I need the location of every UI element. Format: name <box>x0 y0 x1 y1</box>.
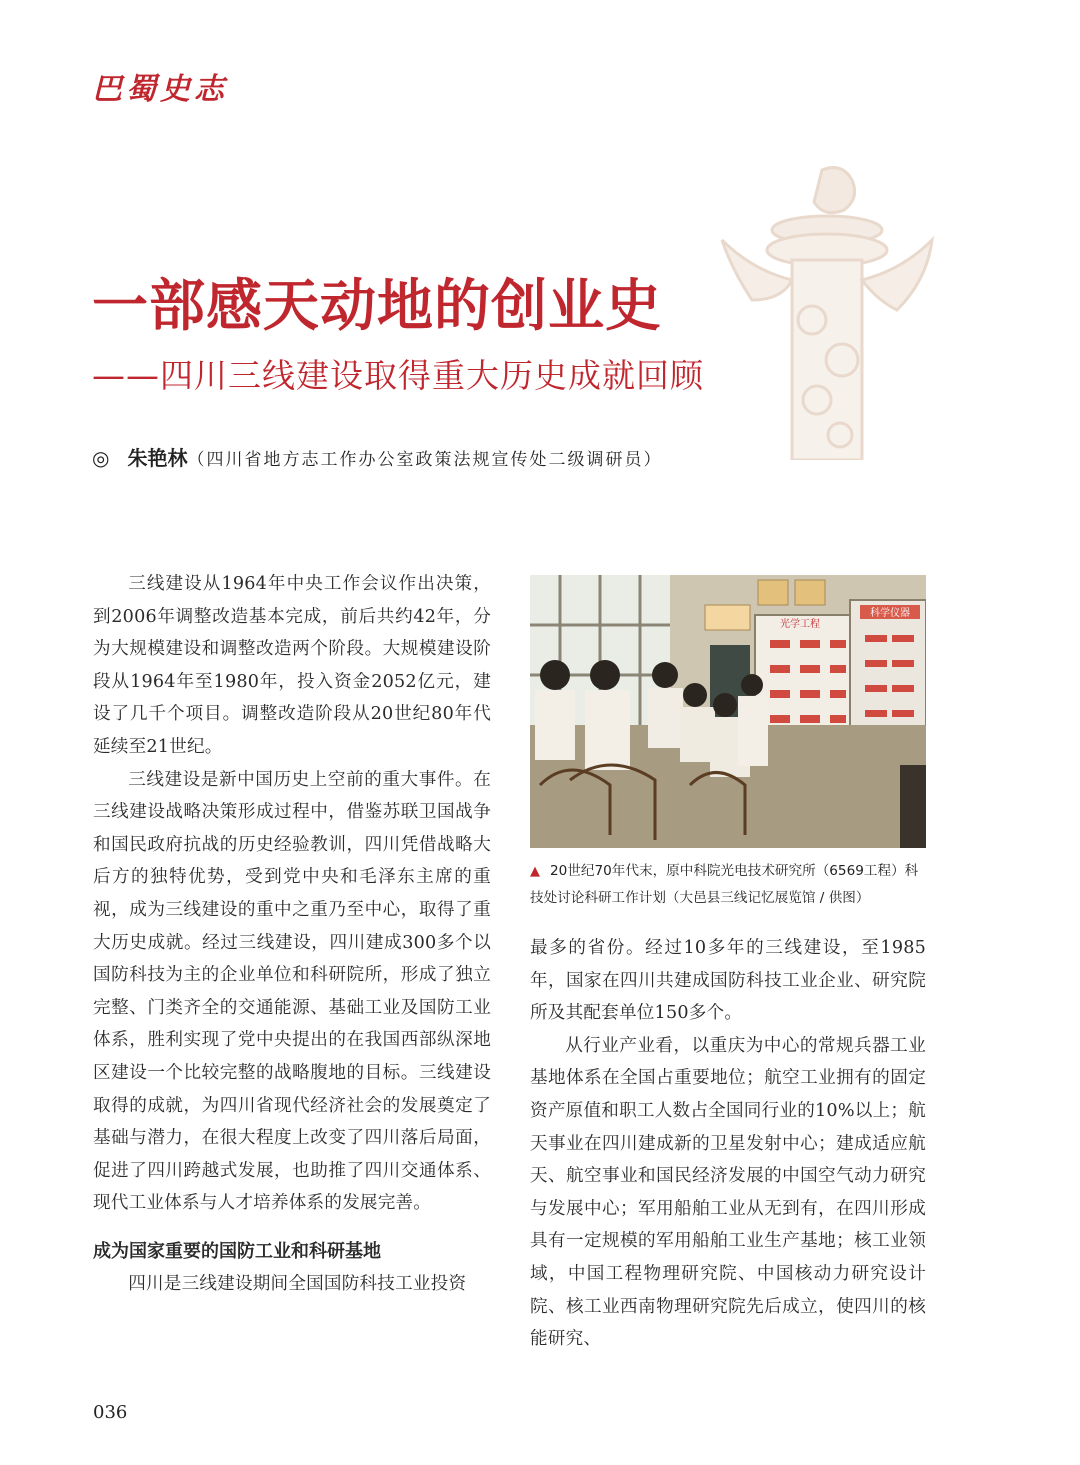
article-photo <box>530 575 926 848</box>
photo-banner-text: 科学仪器 <box>870 608 910 619</box>
column-tag: 巴蜀史志 <box>92 72 228 107</box>
article-title: 一部感天动地的创业史 <box>92 274 662 339</box>
body-paragraph: 从行业产业看，以重庆为中心的常规兵器工业基地体系在全国占重要地位；航空工业拥有的固定资产原值和职工人数占全国同行业的10%以上；航天事业在四川建成新的卫星发射中心；建成适应航天、航空事业和国民经济发展的中国空气动力研究与发展中心；军用船舶工业从无到有，在四川形成具有一定规模的军用船舶工业生产基地；核工业领域，中国工程物理研究院、中国核动力研究设计院、核工业西南物理研究院先后成立，使四川的核能研究、 <box>530 1035 926 1350</box>
photo-caption-text: 20世纪70年代末，原中科院光电技术研究所（6569工程）科技处讨论科研工作计划（大邑县三线记忆展览馆 / 供图） <box>530 863 919 906</box>
body-paragraph: 三线建设从1964年中央工作会议作出决策，到2006年调整改造基本完成，前后共约42年，分为大规模建设和调整改造两个阶段。大规模建设阶段从1964年至1980年，投入资金2052亿元，建设了几千个项目。调整改造阶段从20世纪80年代延续至21世纪。 <box>93 574 491 757</box>
page-number: 036 <box>93 1402 128 1423</box>
caption-chevron-icon: ▲ <box>530 864 540 879</box>
body-paragraph: 最多的省份。经过10多年的三线建设，至1985年，国家在四川共建成国防科技工业企业、研究院所及其配套单位150多个。 <box>530 938 926 1024</box>
photo-caption <box>530 858 930 911</box>
body-paragraph: 三线建设是新中国历史上空前的重大事件。在三线建设战略决策形成过程中，借鉴苏联卫国战争和国民政府抗战的历史经验教训，四川凭借战略大后方的独特优势，受到党中央和毛泽东主席的重视，成为三线建设的重中之重乃至中心，取得了重大历史成就。经过三线建设，四川建成300多个以国防科技为主的企业单位和科研院所，形成了独立完整、门类齐全的交通能源、基础工业及国防工业体系，胜利实现了党中央提出的在我国西部纵深地区建设一个比较完整的战略腹地的目标。三线建设取得的成就，为四川省现代经济社会的发展奠定了基础与潜力，在很大程度上改变了四川落后局面，促进了四川跨越式发展，也助推了四川交通体系、现代工业体系与人才培养体系的发展完善。 <box>93 769 491 1214</box>
photo-meeting-scene <box>530 575 926 848</box>
huabiao-pillar-watermark <box>712 160 942 460</box>
author-name: 朱艳林 <box>127 446 188 470</box>
photo-board-title: 光学工程 <box>780 619 820 630</box>
section-heading: 成为国家重要的国防工业和科研基地 <box>93 1240 381 1262</box>
byline-mark: ◎ <box>92 446 110 470</box>
article-subtitle: ——四川三线建设取得重大历史成就回顾 <box>92 356 704 395</box>
byline <box>92 442 662 471</box>
right-column <box>530 932 926 1356</box>
body-paragraph: 四川是三线建设期间全国国防科技工业投资 <box>128 1273 467 1294</box>
left-column <box>93 568 491 1300</box>
author-affiliation: （四川省地方志工作办公室政策法规宣传处二级调研员） <box>187 450 663 470</box>
